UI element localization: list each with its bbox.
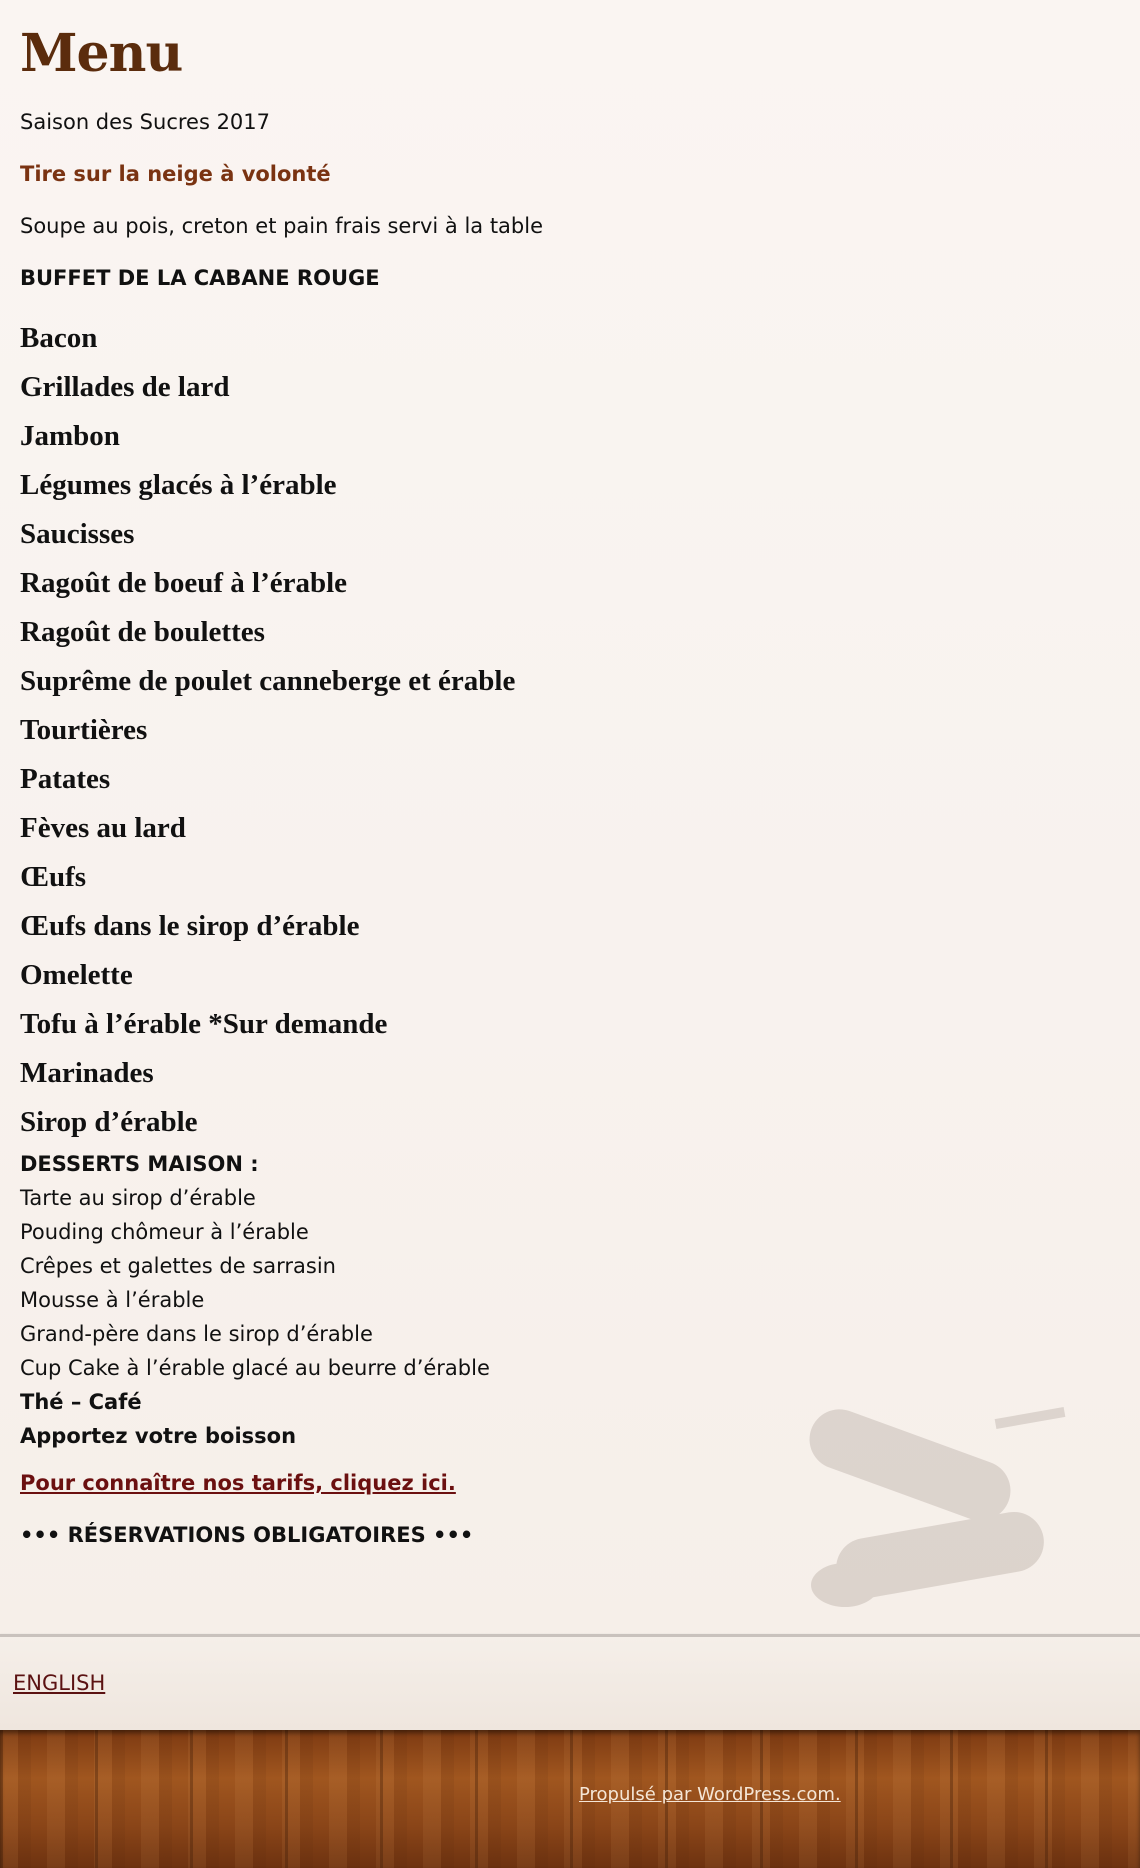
buffet-item: Ragoût de boulettes [20, 616, 265, 648]
dessert-item: Grand-père dans le sirop d’érable [20, 1322, 373, 1346]
buffet-item: Tourtières [20, 714, 148, 746]
reservations-notice: ••• RÉSERVATIONS OBLIGATOIRES ••• [20, 1523, 474, 1547]
buffet-item: Suprême de poulet canneberge et érable [20, 665, 516, 697]
buffet-item: Œufs [20, 861, 87, 893]
dessert-list [20, 1181, 1100, 1385]
buffet-item: Jambon [20, 420, 120, 452]
main-content [20, 0, 1100, 1549]
desserts-heading: DESSERTS MAISON : [20, 1152, 259, 1176]
buffet-heading: BUFFET DE LA CABANE ROUGE [20, 266, 380, 290]
buffet-item: Saucisses [20, 518, 135, 550]
buffet-item: Omelette [20, 959, 133, 991]
footer-band [0, 1637, 1140, 1730]
bring-drink-text: Apportez votre boisson [20, 1424, 297, 1448]
buffet-item: Patates [20, 763, 111, 795]
drinks-text: Thé – Café [20, 1390, 142, 1414]
wood-footer [0, 1730, 1140, 1868]
buffet-item: Tofu à l’érable *Sur demande [20, 1008, 388, 1040]
buffet-item: Fèves au lard [20, 812, 186, 844]
buffet-item: Ragoût de boeuf à l’érable [20, 567, 348, 599]
dessert-item: Crêpes et galettes de sarrasin [20, 1254, 336, 1278]
dessert-item: Pouding chômeur à l’érable [20, 1220, 309, 1244]
buffet-item: Marinades [20, 1057, 154, 1089]
tire-text: Tire sur la neige à volonté [20, 162, 331, 186]
english-language-link[interactable]: ENGLISH [13, 1671, 106, 1695]
buffet-list [20, 314, 1100, 1147]
buffet-item: Œufs dans le sirop d’érable [20, 910, 360, 942]
dessert-item: Tarte au sirop d’érable [20, 1186, 256, 1210]
dessert-item: Mousse à l’érable [20, 1288, 205, 1312]
buffet-item: Légumes glacés à l’érable [20, 469, 337, 501]
buffet-item: Grillades de lard [20, 371, 230, 403]
season-text: Saison des Sucres 2017 [20, 110, 271, 134]
powered-by-link[interactable]: Propulsé par WordPress.com. [579, 1784, 841, 1805]
page-title: Menu [20, 23, 183, 84]
soupe-text: Soupe au pois, creton et pain frais servi à la table [20, 214, 544, 238]
tarifs-link[interactable]: Pour connaître nos tarifs, cliquez ici. [20, 1471, 456, 1495]
buffet-item: Sirop d’érable [20, 1106, 198, 1138]
dessert-item: Cup Cake à l’érable glacé au beurre d’érable [20, 1356, 490, 1380]
buffet-item: Bacon [20, 322, 98, 354]
